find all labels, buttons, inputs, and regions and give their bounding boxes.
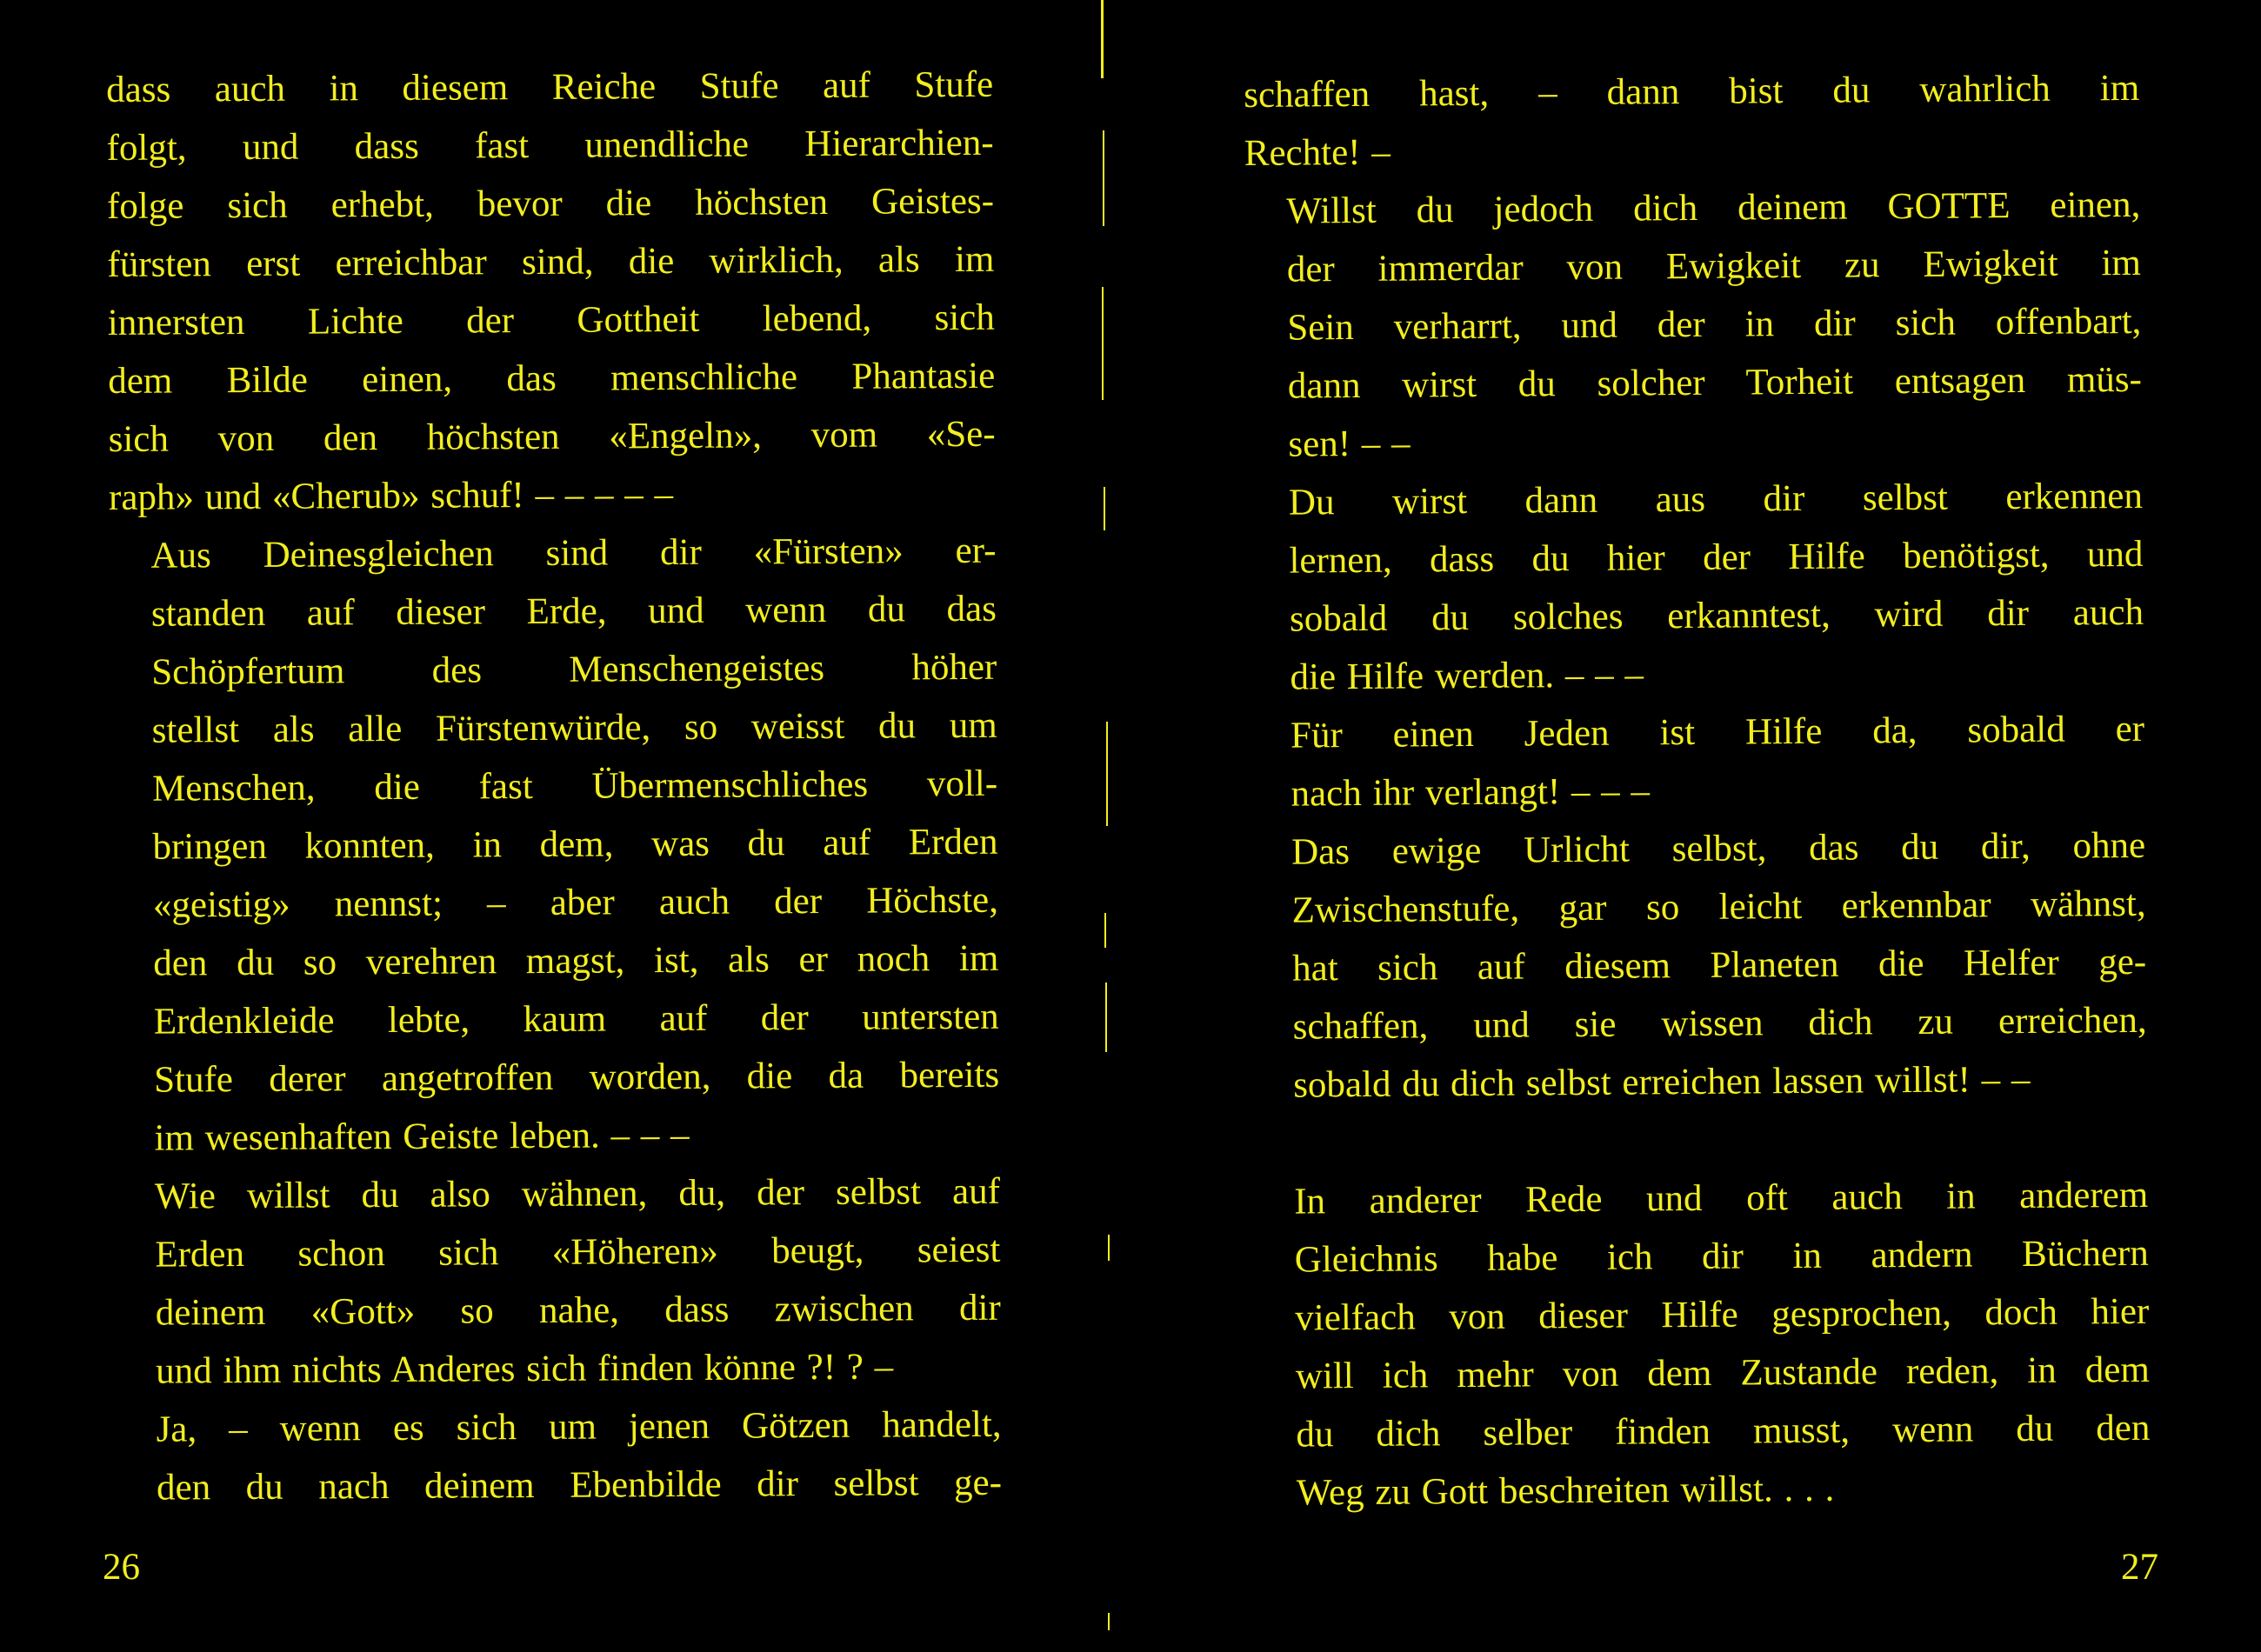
text-line: im wesenhaften Geiste leben. – – – [154,1114,690,1159]
text-line: lernen, dass du hier der Hilfe benötigst, und [1289,533,2144,582]
text-line: sen! – – [1288,423,1411,465]
text-line: Stufe derer angetroffen worden, die da bereits [154,1054,1000,1101]
text-line: sobald du dich selbst erreichen lassen willst! – – [1293,1058,2031,1106]
paragraph [114,1396,1002,1517]
left-page [0,0,1104,1652]
gutter-line [1103,130,1104,226]
page-number: 27 [2121,1547,2158,1588]
right-page-text [1244,59,2151,1522]
text-line: raph» und «Cherub» schuf! – – – – – [108,474,674,518]
text-line: Zwischenstufe, gar so leicht erkennbar wähnst, [1291,883,2146,931]
text-line: Willst du jedoch dich deinem GOTTE einen, [1286,183,2141,232]
text-line: sich von den höchsten «Engeln», vom «Se- [108,413,996,460]
text-line: sobald du solches erkanntest, wird dir auch [1289,591,2144,640]
paragraph [109,522,999,1168]
gutter-line [1104,913,1106,948]
text-line: dem Bilde einen, das menschliche Phantasie [108,355,996,402]
page-number: 26 [103,1547,140,1588]
text-line: Weg zu Gott beschreiten willst. . . . [1296,1468,1835,1514]
paragraph [1244,59,2140,183]
text-line: Rechte! – [1244,131,1391,174]
gutter-line [1106,722,1108,826]
text-line: Das ewige Urlicht selbst, das du dir, ohne [1291,824,2146,873]
text-line: folge sich erhebt, bevor die höchsten Geistes- [106,180,995,227]
text-line: bringen konnten, in dem, was du auf Erden [152,821,998,868]
paragraph [106,56,996,527]
gutter-line [1101,0,1104,78]
paragraph [1250,816,2148,1115]
text-line: standen auf dieser Erde, und wenn du das [150,588,997,635]
text-line: Erdenkleide lebte, kaum auf der untersten [153,996,999,1042]
text-line: den du so verehren magst, ist, als er noch im [153,937,999,984]
gutter-line [1105,983,1107,1052]
text-line: deinem «Gott» so nahe, dass zwischen dir [155,1287,1001,1334]
text-line: schaffen hast, – dann bist du wahrlich im [1244,67,2140,116]
text-line: Aus Deinesgleichen sind dir «Fürsten» er- [150,530,997,576]
text-line: vielfach von dieser Hilfe gesprochen, doch hier [1295,1290,2150,1339]
text-line: Menschen, die fast Übermenschliches voll- [151,763,998,809]
text-line: fürsten erst erreichbar sind, die wirklich, als im [107,238,995,285]
text-line: die Hilfe werden. – – – [1290,654,1644,698]
text-line: hat sich auf diesem Planeten die Helfer ge- [1291,941,2147,989]
text-line: den du nach deinem Ebenbilde dir selbst ge- [156,1462,1003,1509]
gutter-line [1108,1235,1110,1261]
text-line: Erden schon sich «Höheren» beugt, seiest [155,1229,1001,1276]
paragraph [1249,700,2145,823]
text-line: stellst als alle Fürstenwürde, so weisst du um [151,704,997,751]
text-line: Sein verharrt, und der in dir sich offenbart, [1287,300,2142,349]
text-line: Ja, – wenn es sich um jenen Götzen handelt, [156,1403,1002,1450]
text-line: dann wirst du solcher Torheit entsagen müs- [1287,358,2143,407]
text-line: und ihm nichts Anderes sich finden könne ?! ? – [156,1346,894,1392]
text-line: Gleichnis habe ich dir in andern Büchern [1294,1232,2149,1281]
paragraph [1247,467,2144,707]
gutter-line [1102,287,1104,400]
text-line: dass auch in diesem Reiche Stufe auf Stufe [106,63,994,110]
text-line: In anderer Rede und oft auch in anderem [1294,1174,2149,1222]
text-line: schaffen, und sie wissen dich zu erreichen, [1292,999,2147,1048]
text-line: «geistig» nennst; – aber auch der Höchste, [152,879,999,926]
text-line: folgt, und dass fast unendliche Hierarchien- [106,122,994,169]
paragraph [1252,1166,2151,1522]
paragraph [1244,176,2143,474]
gutter-line [1104,487,1105,530]
text-line: der immerdar von Ewigkeit zu Ewigkeit im [1286,242,2141,290]
text-line: will ich mehr von dem Zustande reden, in dem [1295,1349,2150,1397]
left-page-text [106,56,1002,1517]
text-line: nach ihr verlangt! – – – [1291,770,1651,815]
text-line: Schöpfertum des Menschengeistes höher [151,646,997,693]
text-line: innersten Lichte der Gottheit lebend, sich [107,296,995,343]
gutter-line [1108,1613,1110,1630]
paragraph [113,1162,1002,1401]
text-line: Du wirst dann aus dir selbst erkennen [1288,475,2144,523]
right-page [1122,0,2261,1652]
text-line: Für einen Jeden ist Hilfe da, sobald er [1290,708,2145,756]
text-line: Wie willst du also wähnen, du, der selbst auf [154,1170,1001,1217]
text-line: du dich selber finden musst, wenn du den [1296,1407,2151,1455]
